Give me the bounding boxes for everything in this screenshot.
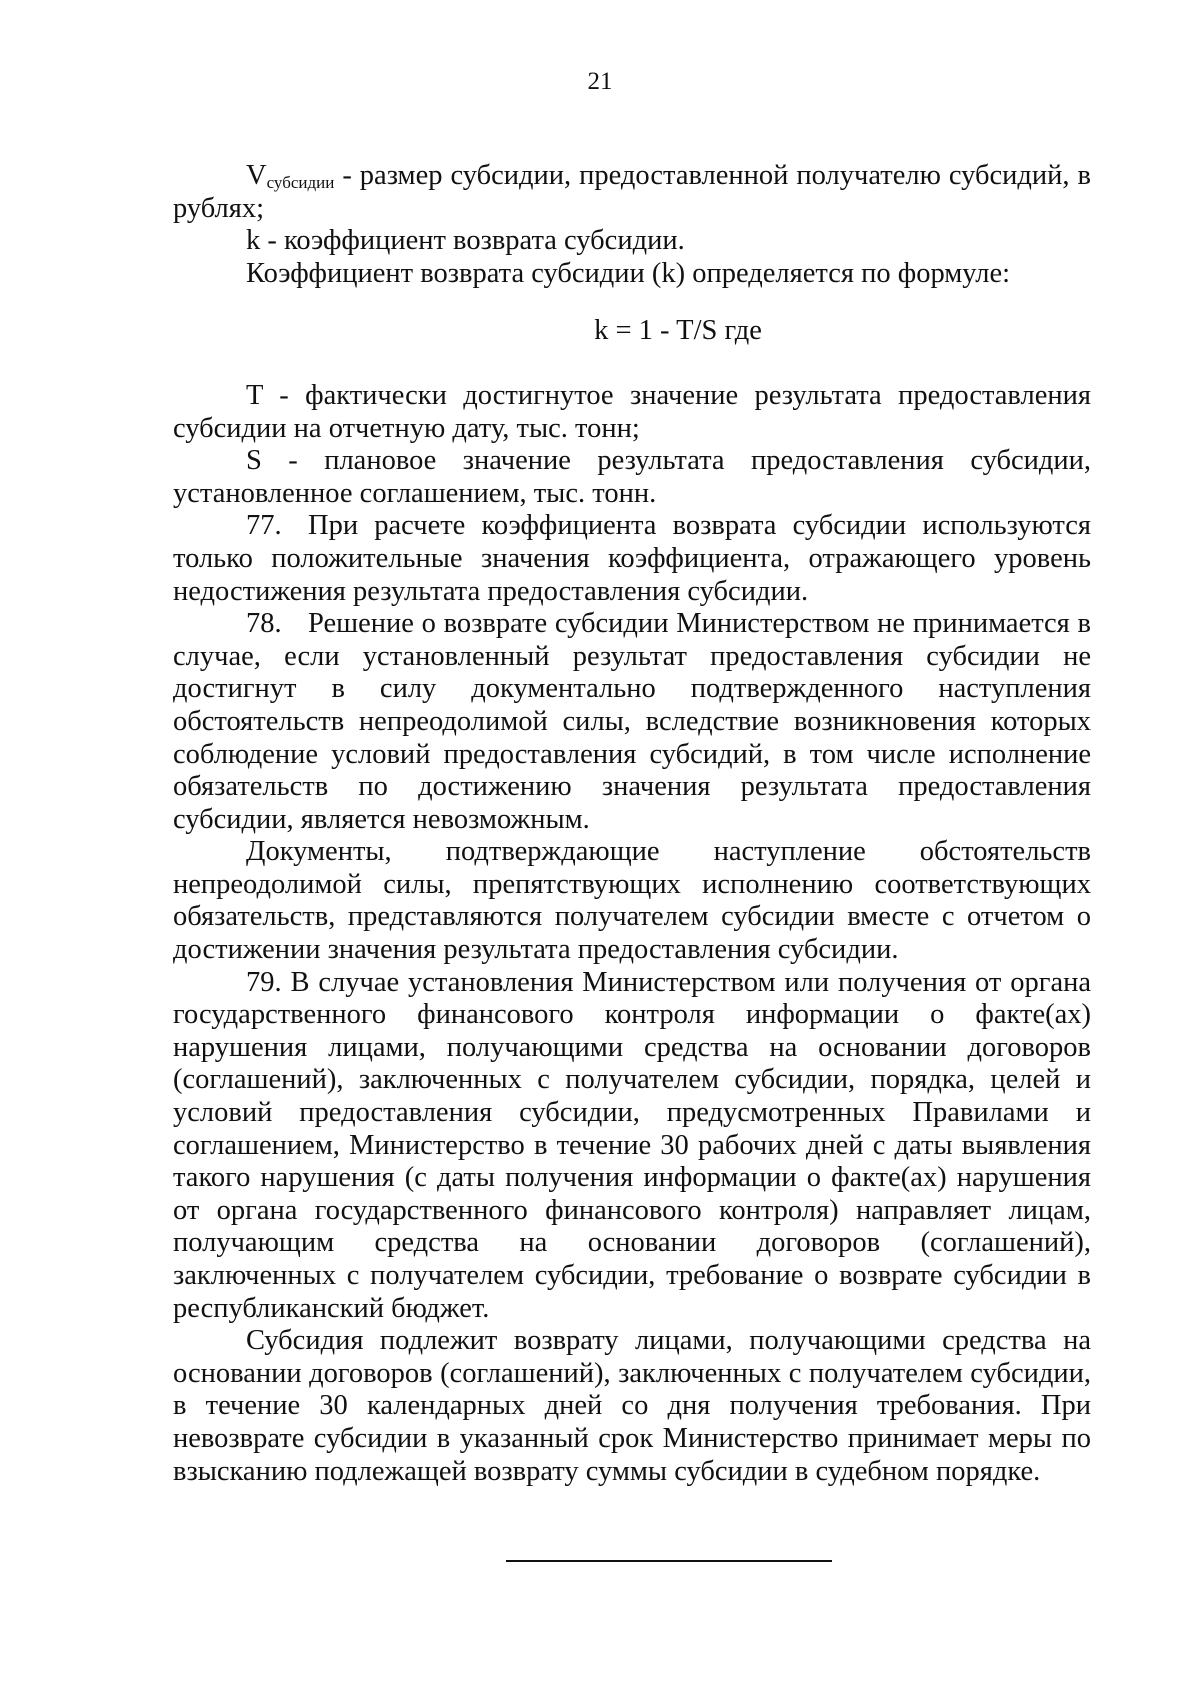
definition-v: [173, 160, 1091, 225]
v-subscript: субсидии: [266, 173, 335, 192]
page-number: 21: [587, 68, 613, 95]
formula-intro: Коэффициент возврата субсидии (k) определяется по формуле:: [246, 257, 1011, 289]
item-77: [173, 510, 1091, 608]
v-definition-text: - размер субсидии, предоставленной получателю субсидий, в рублях;: [173, 160, 1091, 224]
item-78-number: 78.: [246, 608, 282, 640]
definition-k: k - коэффициент возврата субсидии.: [246, 225, 685, 257]
paragraph-documents: Документы, подтверждающие наступление обстоятельств непреодолимой силы, препятствующих исполнению соответствующих обязательств, представляются получателем субсидии вместе с отчетом о достижении значения результата предоставления субсидии.: [173, 836, 1091, 966]
item-77-number: 77.: [246, 510, 282, 542]
definition-s: S - плановое значение результата предоставления субсидии, установленное соглашением, тыс. тонн.: [173, 445, 1091, 509]
item-77-text: При расчете коэффициента возврата субсидии используются только положительные значения коэффициента, отражающего уровень недостижения результата предоставления субсидии.: [173, 510, 1091, 607]
document-body: [173, 160, 1091, 1488]
v-symbol: V: [246, 160, 267, 191]
item-79: 79. В случае установления Министерством или получения от органа государственного финансового контроля информации о факте(ах) нарушения лицами, получающими средства на основании договоров (соглашений), заключенных с получателем субсидии, порядка, целей и условий предоставления субсидии, предусмотренных Правилами и соглашением, Министерство в течение 30 рабочих дней с даты выявления такого нарушения (с даты получения информации о факте(ах) нарушения от органа государственного финансового контроля) направляет лицам, получающим средства на основании договоров (соглашений), заключенных с получателем субсидии, требование о возврате субсидии в республиканский бюджет.: [173, 966, 1091, 1324]
closing-rule: [506, 1560, 832, 1562]
item-78: [173, 608, 1091, 836]
item-78-text: Решение о возврате субсидии Министерством не принимается в случае, если установленный результат предоставления субсидии не достигнут в силу документально подтвержденного наступления обстоятельств непреодолимой силы, вследствие возникновения которых соблюдение условий предоставления субсидий, в том числе исполнение обязательств по достижению значения результата предоставления субсидии, является невозможным.: [173, 608, 1091, 835]
formula: k = 1 - T/S где: [594, 315, 762, 347]
definition-t: T - фактически достигнутое значение результата предоставления субсидии на отчетную дату, тыс. тонн;: [173, 379, 1091, 444]
paragraph-return: Субсидия подлежит возврату лицами, получающими средства на основании договоров (соглашений), заключенных с получателем субсидии, в течение 30 календарных дней со дня получения требования. При невозврате субсидии в указанный срок Министерство принимает меры по взысканию подлежащей возврату суммы субсидии в судебном порядке.: [173, 1325, 1091, 1487]
